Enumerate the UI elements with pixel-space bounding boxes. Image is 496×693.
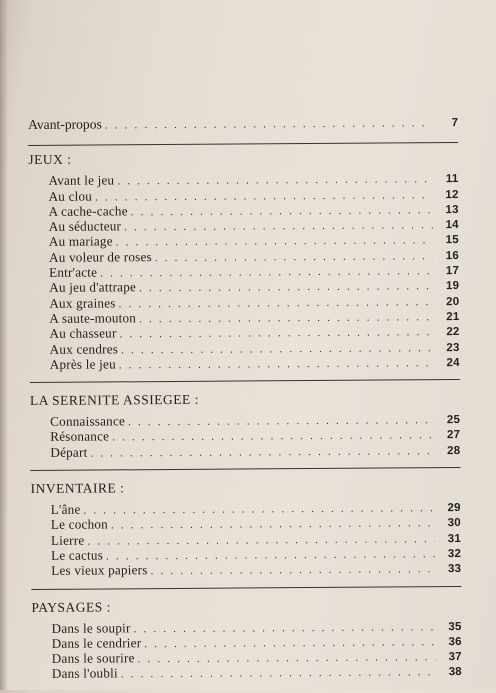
toc-entry	[50, 443, 460, 461]
toc-entry	[50, 340, 460, 358]
toc-entry-title: Les vieux papiers	[51, 562, 148, 579]
toc-entry-page: 17	[445, 265, 460, 278]
toc-entry-page: 15	[445, 234, 459, 247]
dot-leader	[116, 235, 433, 251]
toc-entry-title: Au séducteur	[48, 218, 122, 235]
toc-entry-title: Avant-propos	[27, 116, 102, 132]
toc-entry	[49, 278, 459, 296]
dot-leader	[106, 548, 435, 564]
toc-entry-page: 19	[445, 280, 460, 293]
dot-leader	[120, 326, 434, 341]
dot-leader	[138, 651, 436, 666]
toc-entry-page: 29	[447, 502, 461, 515]
toc-entry-page: 16	[445, 249, 460, 262]
toc-entry	[51, 500, 461, 518]
toc-entry-page: 22	[446, 326, 460, 339]
toc-entry-title: Lierre	[50, 532, 85, 548]
toc-entry-page: 23	[446, 341, 460, 354]
toc-entry-page: 14	[445, 219, 459, 232]
toc-entry	[49, 248, 459, 266]
toc-sections	[28, 149, 462, 682]
dot-leader	[121, 342, 434, 357]
toc-entry-title: Dans le sourire	[51, 650, 135, 666]
toc-entry	[49, 217, 459, 235]
dot-leader	[131, 204, 433, 219]
section-heading: INVENTAIRE :	[30, 480, 125, 497]
toc-entry-page: 20	[446, 295, 460, 308]
toc-entry-page: 37	[448, 651, 462, 664]
dot-leader	[144, 636, 435, 651]
toc-entry	[52, 664, 462, 682]
toc-entry-title: L'âne	[50, 501, 81, 517]
toc-entry-title: Après le jeu	[49, 356, 116, 372]
toc-entry-page: 21	[446, 310, 460, 324]
toc-entry-page: 11	[445, 173, 459, 186]
separator-rule	[31, 586, 461, 590]
section-items	[28, 171, 459, 373]
toc-section	[31, 597, 462, 683]
dot-leader	[117, 173, 432, 188]
toc-section	[30, 390, 461, 471]
dot-leader	[151, 563, 436, 578]
toc-entry-title: Au jeu d'attrape	[49, 279, 137, 296]
toc-entry	[48, 171, 458, 189]
dot-leader	[121, 667, 436, 682]
toc-entry-title: A cache-cache	[48, 203, 128, 219]
toc-section	[28, 149, 460, 383]
toc-entry-avant-propos	[28, 115, 458, 133]
toc-entry	[50, 427, 460, 445]
toc-entry-title: Dans l'oubli	[51, 665, 118, 682]
toc-entry	[49, 263, 459, 281]
toc-entry	[51, 561, 461, 579]
dot-leader	[119, 296, 434, 311]
dot-leader	[95, 189, 433, 205]
toc-entry-title: Le cactus	[51, 547, 104, 563]
section-items	[31, 500, 462, 579]
toc-entry-title: Avant le jeu	[48, 172, 115, 189]
dot-leader	[105, 117, 432, 133]
toc-entry	[52, 634, 462, 652]
dot-leader	[100, 265, 433, 281]
section-heading: PAYSAGES :	[31, 598, 111, 615]
table-of-contents	[28, 115, 462, 693]
toc-entry-title: Aux cendres	[49, 340, 119, 357]
separator-rule	[30, 467, 460, 471]
toc-entry-page: 33	[447, 563, 462, 576]
dot-leader	[111, 518, 435, 534]
toc-entry-title: Dans le cendrier	[51, 635, 142, 651]
toc-entry	[52, 649, 462, 667]
toc-entry	[51, 531, 461, 549]
toc-entry	[48, 187, 458, 205]
toc-entry	[49, 309, 459, 327]
toc-entry-page: 30	[447, 517, 461, 530]
dot-leader	[134, 621, 436, 636]
dot-leader	[139, 281, 433, 296]
toc-entry	[50, 355, 460, 373]
dot-leader	[83, 502, 434, 518]
dot-leader	[124, 219, 433, 234]
toc-entry-title: Aux graines	[49, 295, 116, 311]
toc-entry-title: Au clou	[48, 188, 93, 204]
toc-entry-page: 28	[447, 444, 461, 457]
dot-leader	[87, 533, 435, 549]
toc-entry-page: 35	[448, 620, 462, 633]
dot-leader	[119, 357, 434, 372]
section-items	[32, 619, 462, 683]
toc-entry-title: Connaissance	[50, 413, 126, 430]
separator-rule	[30, 379, 460, 383]
page-binding-shadow	[0, 0, 8, 690]
toc-entry	[49, 232, 459, 250]
toc-entry-title: Départ	[50, 444, 88, 460]
toc-entry-page: 13	[445, 203, 459, 216]
toc-entry	[49, 202, 459, 220]
toc-entry	[49, 324, 459, 342]
toc-entry-title: Entr'acte	[49, 264, 98, 280]
toc-entry-page: 31	[447, 532, 461, 545]
toc-entry-page: 25	[446, 414, 461, 427]
toc-entry	[51, 515, 461, 533]
toc-section	[31, 478, 462, 589]
dot-leader	[139, 311, 433, 326]
dot-leader	[155, 250, 433, 265]
toc-entry-page: 7	[451, 116, 459, 130]
toc-entry	[51, 546, 461, 564]
separator-rule	[28, 142, 458, 146]
toc-entry-title: Résonance	[50, 428, 110, 445]
toc-entry	[50, 412, 460, 430]
dot-leader	[112, 430, 434, 446]
toc-entry	[49, 294, 459, 312]
toc-entry-page: 38	[448, 666, 462, 679]
toc-entry-page: 12	[445, 188, 459, 201]
section-items	[30, 412, 460, 461]
toc-entry-page: 27	[446, 429, 461, 442]
toc-entry	[52, 619, 462, 637]
toc-entry-title: Dans le soupir	[51, 619, 131, 636]
toc-entry-page: 36	[448, 635, 462, 648]
toc-entry-page: 24	[446, 356, 460, 369]
toc-entry-title: Au chasseur	[49, 325, 117, 342]
dot-leader	[128, 414, 434, 429]
toc-entry-title: Au mariage	[48, 233, 113, 250]
section-heading: JEUX :	[28, 151, 72, 168]
toc-entry-page: 32	[447, 547, 462, 561]
dot-leader	[90, 445, 434, 461]
toc-entry-title: Au voleur de roses	[48, 248, 152, 265]
section-heading: LA SERENITE ASSIEGEE :	[29, 391, 199, 409]
toc-entry-title: A saute-mouton	[49, 310, 137, 326]
toc-entry-title: Le cochon	[50, 516, 108, 533]
